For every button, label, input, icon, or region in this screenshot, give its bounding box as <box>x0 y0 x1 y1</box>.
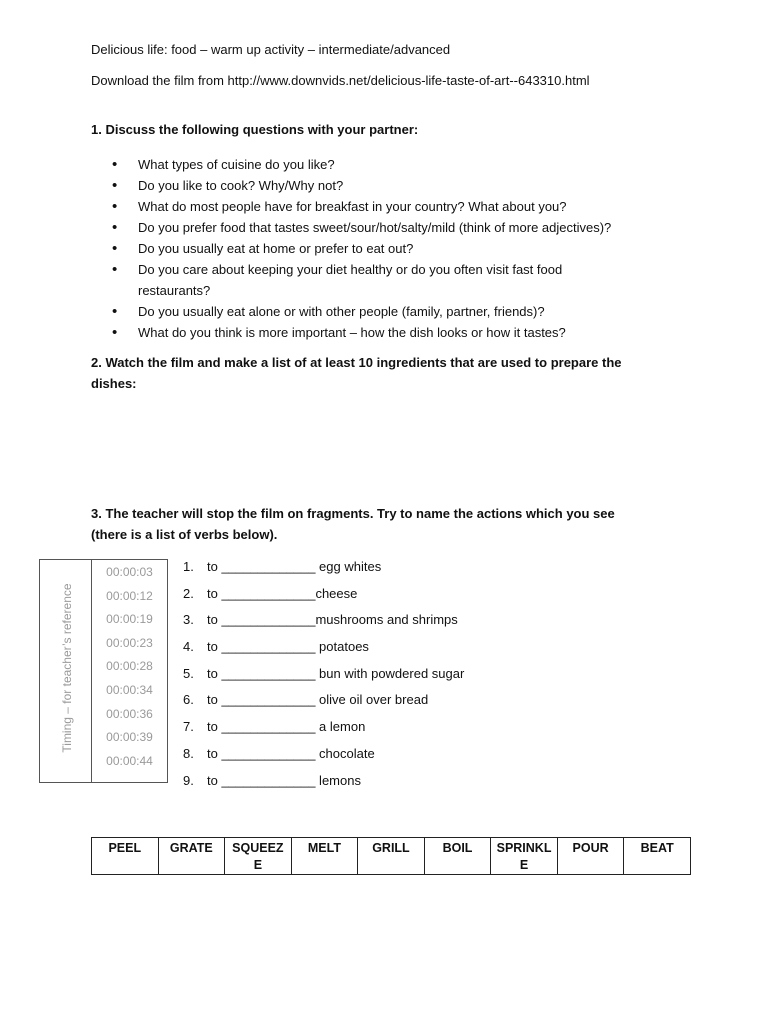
question-item: • Do you usually eat alone or with other people (family, partner, friends)? <box>112 301 702 322</box>
action-text: to _____________ egg whites <box>207 559 382 574</box>
action-item <box>183 610 464 637</box>
action-text: to _____________ bun with powdered sugar <box>207 665 465 681</box>
verbs-row <box>92 838 691 875</box>
action-text: to _____________ a lemon <box>207 719 366 735</box>
action-text: to _____________mushrooms and shrimps <box>207 612 458 628</box>
section3-heading-line1: 3. The teacher will stop the film on fragments. Try to name the actions which you see <box>91 506 615 521</box>
timestamp: 00:00:36 <box>106 706 153 721</box>
action-item <box>183 557 464 584</box>
verb-cell: BEAT <box>624 838 691 875</box>
section2-heading-line2: dishes: <box>91 376 137 391</box>
action-item <box>183 744 464 771</box>
section2-heading-line1: 2. Watch the film and make a list of at least 10 ingredients that are used to prepare the <box>91 355 622 370</box>
actions-list <box>183 557 464 797</box>
action-number: 5. <box>183 665 194 681</box>
action-number: 4. <box>183 639 194 655</box>
timestamp: 00:00:34 <box>106 682 153 697</box>
question-item: • Do you care about keeping your diet healthy or do you often visit fast food restaurants? <box>112 259 702 301</box>
timestamp: 00:00:03 <box>106 565 153 579</box>
action-text: to _____________cheese <box>207 585 358 601</box>
verb-cell: SQUEEZE <box>225 838 292 875</box>
timestamp: 00:00:39 <box>106 730 153 745</box>
action-item <box>183 717 464 744</box>
verb-cell: MELT <box>291 838 358 875</box>
timestamp: 00:00:12 <box>106 588 153 603</box>
action-text: to _____________ lemons <box>207 772 361 788</box>
question-item: • Do you prefer food that tastes sweet/sour/hot/salty/mild (think of more adjectives)? <box>112 217 702 238</box>
action-number: 2. <box>183 585 194 601</box>
action-number: 1. <box>183 559 194 574</box>
verb-cell: GRILL <box>358 838 425 875</box>
action-text: to _____________ olive oil over bread <box>207 692 429 708</box>
verb-cell: POUR <box>557 838 624 875</box>
action-item <box>183 637 464 664</box>
timestamp: 00:00:23 <box>106 635 153 650</box>
section1-heading: 1. Discuss the following questions with your partner: <box>91 122 419 137</box>
timing-reference-box <box>39 559 168 783</box>
verbs-table <box>91 837 691 875</box>
action-number: 8. <box>183 745 194 761</box>
timing-label: Timing – for teacher’s reference <box>60 583 74 753</box>
action-number: 3. <box>183 612 194 628</box>
download-instruction: Download the film from http://www.downvids.net/delicious-life-taste-of-art--643310.html <box>91 73 590 88</box>
question-item: • Do you usually eat at home or prefer to eat out? <box>112 238 702 259</box>
discussion-questions-list <box>112 154 702 343</box>
action-item <box>183 664 464 691</box>
action-item <box>183 584 464 611</box>
action-item <box>183 771 464 798</box>
timestamp: 00:00:44 <box>106 753 153 768</box>
timestamp: 00:00:28 <box>106 659 153 674</box>
section3-heading-line2: (there is a list of verbs below). <box>91 527 278 542</box>
action-number: 9. <box>183 772 194 788</box>
action-text: to _____________ chocolate <box>207 745 375 761</box>
verb-cell: GRATE <box>158 838 225 875</box>
action-item <box>183 690 464 717</box>
action-number: 6. <box>183 692 194 708</box>
timestamp: 00:00:19 <box>106 612 153 627</box>
question-item: • Do you like to cook? Why/Why not? <box>112 175 702 196</box>
document-title: Delicious life: food – warm up activity – intermediate/advanced <box>91 42 451 57</box>
question-item: • What do most people have for breakfast in your country? What about you? <box>112 196 702 217</box>
question-item: • What do you think is more important – how the dish looks or how it tastes? <box>112 322 702 343</box>
verb-cell: BOIL <box>424 838 491 875</box>
verb-cell: SPRINKLE <box>491 838 558 875</box>
question-item: • What types of cuisine do you like? <box>112 154 702 175</box>
action-text: to _____________ potatoes <box>207 639 369 655</box>
verb-cell: PEEL <box>92 838 159 875</box>
timing-list <box>92 562 167 774</box>
action-number: 7. <box>183 719 194 735</box>
